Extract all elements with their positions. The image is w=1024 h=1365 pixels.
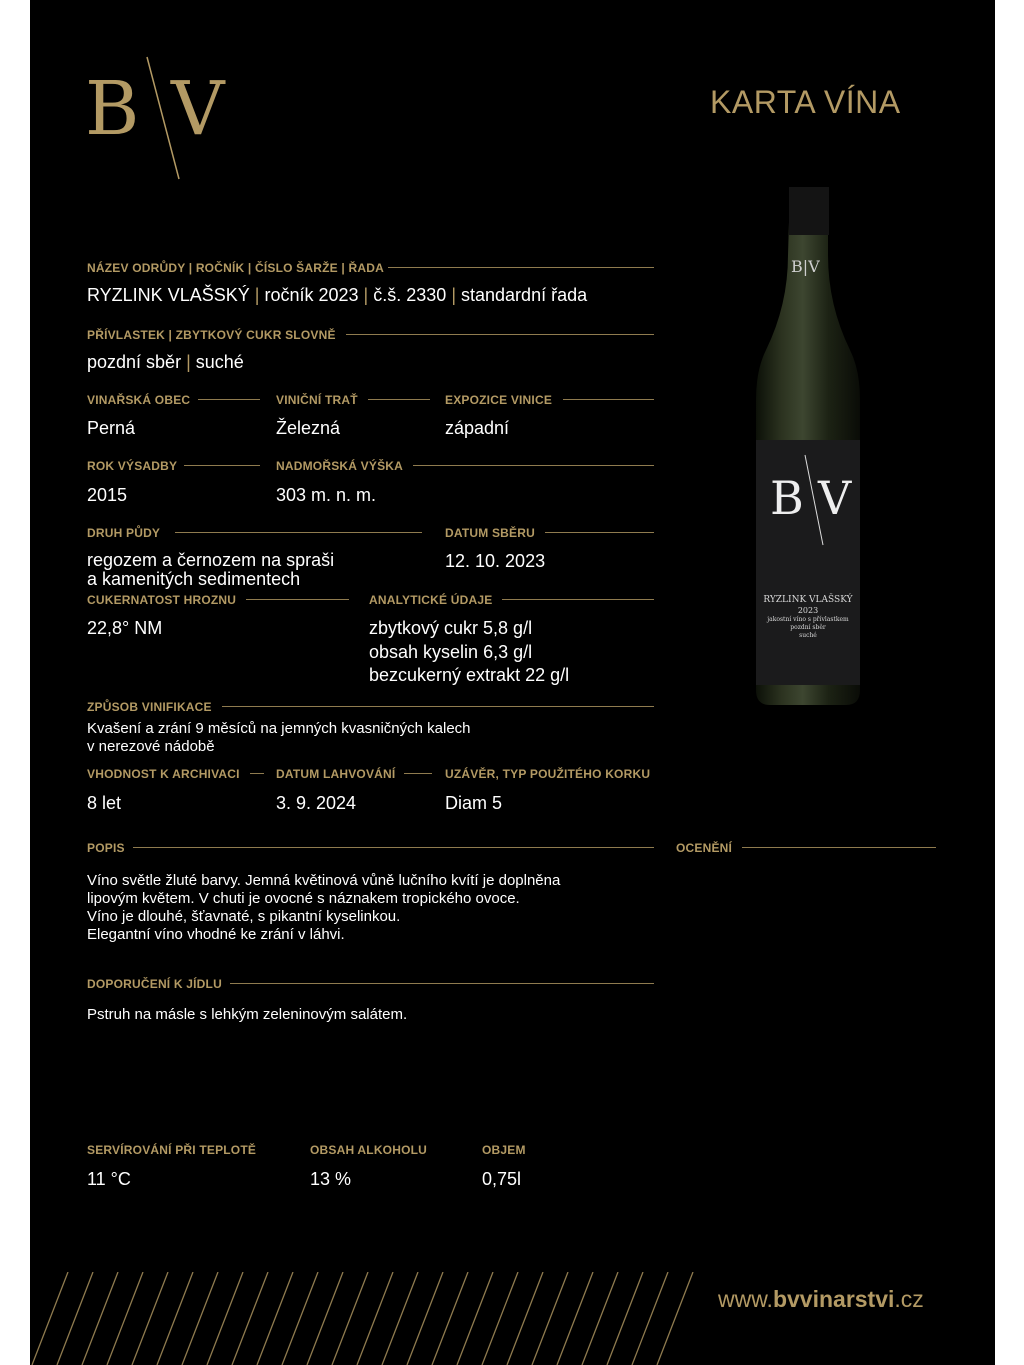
bottling-date-rule [404,773,432,774]
planting-year-label: ROK VÝSADBY [87,459,178,473]
harvest-date-rule [545,532,654,533]
attribute-rule [346,334,654,335]
pairing-label: DOPORUČENÍ K JÍDLU [87,977,222,991]
closure-label: UZÁVĚR, TYP POUŽITÉHO KORKU [445,767,651,781]
soil-value [87,551,334,589]
vinification-line1: Kvašení a zrání 9 měsíců na jemných kvasničných kalech [87,720,471,737]
label-line3: suché [799,632,817,639]
analytics-values [369,617,569,688]
attribute-predicate: pozdní sběr [87,352,182,372]
variety-value [87,285,587,305]
description-label: POPIS [87,841,125,855]
variety-vintage: ročník 2023 [264,285,359,305]
separator: | [451,285,456,305]
neck-logo: B|V [791,257,820,276]
volume-value: 0,75l [482,1169,522,1189]
soil-line1: regozem a černozem na spraši [87,550,335,570]
bottling-date-label: DATUM LAHVOVÁNÍ [276,767,396,781]
altitude-value: 303 m. n. m. [276,485,377,505]
vinification-value [87,720,471,756]
url-bold: bvvinarstvi [772,1286,895,1312]
variety-name: RYZLINK VLAŠSKÝ [87,285,250,305]
sugar-value: 22,8° NM [87,618,163,638]
attribute-sweetness: suché [195,352,244,372]
vinification-line2: v nerezové nádobě [87,738,215,755]
separator: | [363,285,369,305]
separator: | [254,285,260,305]
description-line1: Víno světle žluté barvy. Jemná květinová vůně lučního kvítí je doplněna [87,872,561,889]
planting-year-rule [184,465,260,466]
label-logo-v: V [818,471,852,525]
label-name: RYZLINK VLAŠSKÝ [763,595,853,605]
vineyard-label: VINIČNÍ TRAŤ [276,393,358,407]
url-suffix: .cz [894,1286,924,1312]
village-rule [198,399,260,400]
description-line3: Víno je dlouhé, šťavnaté, s pikantní kyselinkou. [87,908,401,925]
label-year: 2023 [797,606,819,615]
sugar-label: CUKERNATOST HROZNU [87,593,237,607]
village-value: Perná [87,418,136,438]
label-text [758,595,858,640]
vinification-label: ZPŮSOB VINIFIKACE [87,700,212,714]
serving-temp-value: 11 °C [87,1169,131,1189]
analytics-line1: zbytkový cukr 5,8 g/l [369,618,533,638]
description-line2: lipovým květem. V chuti je ovocné s náznakem tropického ovoce. [87,890,520,907]
closure-value: Diam 5 [445,793,503,813]
analytics-line3: bezcukerný extrakt 22 g/l [369,665,570,685]
wine-card [30,0,995,1365]
vineyard-rule [368,399,430,400]
volume-label: OBJEM [482,1143,526,1157]
variety-batch: č.š. 2330 [373,285,447,305]
label-logo-b: B [770,471,804,525]
wine-bottle-image [748,185,868,715]
page-title: KARTA VÍNA [710,84,901,120]
attribute-label: PŘÍVLASTEK | ZBYTKOVÝ CUKR SLOVNĚ [87,328,336,342]
archiving-value: 8 let [87,793,122,813]
url-prefix: www. [718,1286,773,1312]
description-rule [133,847,654,848]
label-line2: pozdní sběr [790,624,826,631]
sugar-rule [246,599,349,600]
separator: | [186,352,191,372]
variety-label: NÁZEV ODRŮDY | ROČNÍK | ČÍSLO ŠARŽE | ŘADA [87,261,384,275]
pairing-value: Pstruh na másle s lehkým zeleninovým salátem. [87,1006,408,1023]
website-link[interactable] [718,1286,924,1313]
serving-temp-label: SERVÍROVÁNÍ PŘI TEPLOTĚ [87,1143,257,1157]
logo-letter-b: B [85,66,140,152]
archiving-rule [250,773,264,774]
awards-label: OCENĚNÍ [676,841,733,855]
exposure-rule [563,399,654,400]
altitude-rule [413,465,654,466]
alcohol-value: 13 % [310,1169,352,1189]
village-label: VINAŘSKÁ OBEC [87,393,191,407]
exposure-value: západní [445,418,510,438]
logo-letter-v: V [171,66,225,152]
harvest-date-label: DATUM SBĚRU [445,526,535,540]
pairing-rule [230,983,654,984]
analytics-label: ANALYTICKÉ ÚDAJE [369,593,493,607]
soil-line2: a kamenitých sedimentech [87,569,301,589]
alcohol-label: OBSAH ALKOHOLU [310,1143,428,1157]
archiving-label: VHODNOST K ARCHIVACI [87,767,240,781]
attribute-value [87,352,244,372]
altitude-label: NADMOŘSKÁ VÝŠKA [276,459,404,473]
harvest-date-value: 12. 10. 2023 [445,551,546,571]
planting-year-value: 2015 [87,485,128,505]
soil-rule [175,532,422,533]
label-line1: jakostní víno s přívlastkem [767,616,849,623]
variety-rule [388,267,654,268]
bv-logo [85,55,235,185]
soil-label: DRUH PŮDY [87,526,161,540]
analytics-rule [502,599,654,600]
decorative-stripes [30,1272,710,1365]
description-text [87,872,560,944]
variety-series: standardní řada [461,285,588,305]
awards-rule [742,847,936,848]
vineyard-value: Železná [276,418,341,438]
exposure-label: EXPOZICE VINICE [445,393,553,407]
analytics-line2: obsah kyselin 6,3 g/l [369,641,533,662]
bottling-date-value: 3. 9. 2024 [276,793,357,813]
description-line4: Elegantní víno vhodné ke zrání v láhvi. [87,926,345,943]
label-logo [770,453,850,548]
vinification-rule [222,706,654,707]
